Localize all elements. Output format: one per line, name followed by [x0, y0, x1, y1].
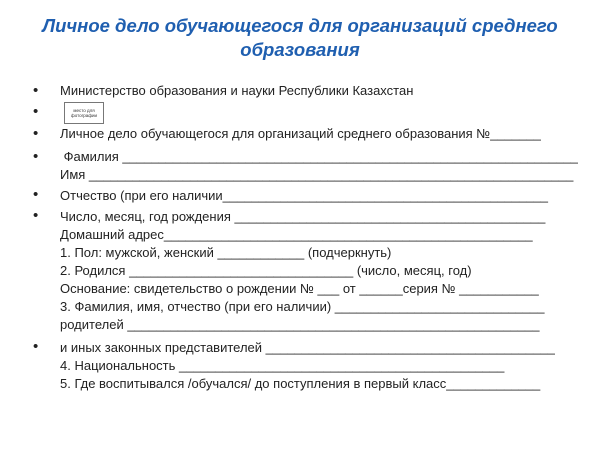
- parents-fio-line: 3. Фамилия, имя, отчество (при его наличии) _____________________________: [60, 299, 545, 314]
- nationality-line: 4. Национальность _____________________________________________: [60, 358, 505, 373]
- parents-line: родителей _________________________________________________________: [60, 317, 540, 332]
- born-line: 2. Родился _______________________________ (число, месяц, год): [60, 263, 472, 278]
- document-title: [0, 14, 600, 62]
- basis-line: Основание: свидетельство о рождении № ___ от ______серия № ___________: [60, 281, 539, 296]
- gender-line: 1. Пол: мужской, женский ____________ (подчеркнуть): [60, 245, 392, 260]
- bullet-ministry: •: [33, 82, 39, 99]
- address-line: Домашний адрес___________________________________________________: [60, 227, 533, 242]
- bullet-personal-file: •: [33, 125, 39, 142]
- bullet-photo: •: [33, 103, 39, 120]
- patronymic-line: Отчество (при его наличии_____________________________________________: [60, 188, 549, 203]
- photo-placeholder-line-2: фотографии: [71, 113, 97, 118]
- photo-placeholder: [64, 102, 104, 124]
- bullet-surname: •: [33, 148, 39, 165]
- photo-placeholder-line-1: место для: [73, 108, 95, 113]
- representatives-line: и иных законных представителей ________________________________________: [60, 340, 555, 355]
- title-line-1: Личное дело обучающегося для организаций среднего: [42, 15, 558, 36]
- personal-file-line: Личное дело обучающегося для организаций среднего образования №_______: [60, 126, 541, 141]
- upbringing-line: 5. Где воспитывался /обучался/ до поступления в первый класс_____________: [60, 376, 541, 391]
- title-line-2: образования: [240, 39, 360, 60]
- bullet-patronymic: •: [33, 186, 39, 203]
- bullet-birthdate: •: [33, 207, 39, 224]
- birthdate-line: Число, месяц, год рождения ___________________________________________: [60, 209, 546, 224]
- bullet-representatives: •: [33, 338, 39, 355]
- surname-line: Фамилия _______________________________________________________________: [60, 149, 578, 164]
- ministry-line: Министерство образования и науки Республики Казахстан: [60, 83, 414, 98]
- name-line: Имя ___________________________________________________________________: [60, 167, 574, 182]
